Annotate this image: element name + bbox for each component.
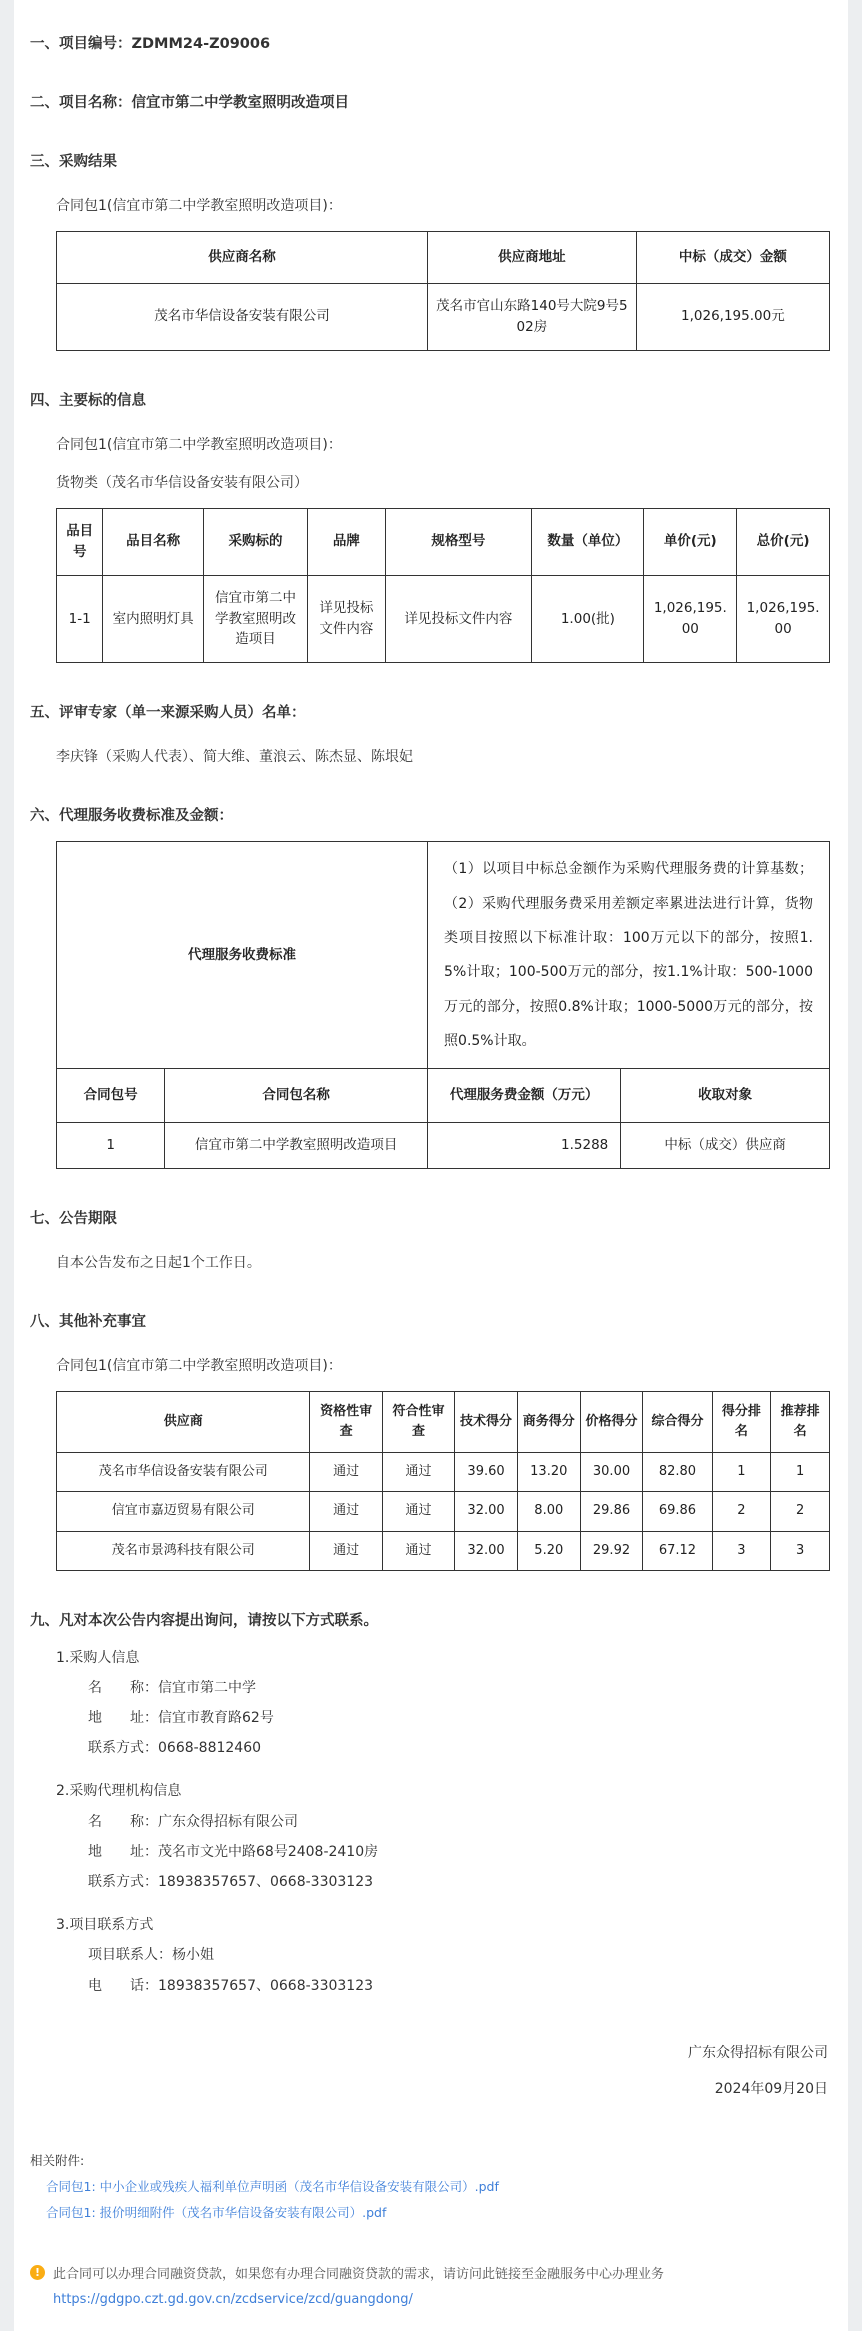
project-contact-phone: 电 话：18938357657、0668-3303123	[88, 1977, 374, 1994]
announcement-period-text: 自本公告发布之日起1个工作日。	[56, 1255, 261, 1271]
qualification-review-cell: 通过	[310, 1531, 382, 1570]
column-header: 单价(元)	[644, 508, 737, 575]
column-header: 技术得分	[455, 1392, 518, 1453]
attachment-link-quotation-pdf[interactable]: 合同包1: 报价明细附件（茂名市华信设备安装有限公司）.pdf	[46, 2205, 387, 2221]
conformity-review-cell: 通过	[382, 1453, 454, 1492]
expert-names: 李庆锋（采购人代表）、简大维、董浪云、陈杰显、陈垠妃	[56, 749, 413, 766]
attachments-label: 相关附件:	[30, 2153, 85, 2169]
package-no-cell: 1	[57, 1123, 165, 1169]
fee-standard-label-cell: 代理服务收费标准	[57, 842, 428, 1069]
contact-group-purchaser: 1.采购人信息	[56, 1649, 140, 1666]
column-header: 商务得分	[517, 1392, 580, 1453]
total-score-cell: 67.12	[643, 1531, 712, 1570]
column-header: 规格型号	[385, 508, 532, 575]
fee-standard-row	[57, 842, 830, 1069]
purchaser-name: 名 称：信宜市第二中学	[88, 1680, 256, 1697]
column-header: 综合得分	[643, 1392, 712, 1453]
spec-model-cell: 详见投标文件内容	[385, 575, 532, 663]
column-header: 得分排名	[712, 1392, 771, 1453]
column-header: 采购标的	[203, 508, 307, 575]
score-rank-cell: 1	[712, 1453, 771, 1492]
package-label-result: 合同包1(信宜市第二中学教室照明改造项目)：	[56, 198, 342, 214]
column-header: 资格性审查	[310, 1392, 382, 1453]
finance-notice-text: 此合同可以办理合同融资贷款，如果您有办理合同融资贷款的需求，请访问此链接至金融服务中心办理业务	[53, 2267, 665, 2283]
announcement-document	[14, 0, 848, 2331]
score-rank-cell: 3	[712, 1531, 771, 1570]
table-row	[57, 1453, 830, 1492]
signature-block	[30, 2035, 832, 2108]
package-label-bid: 合同包1(信宜市第二中学教室照明改造项目)：	[56, 436, 342, 453]
supplier-name-cell: 茂名市华信设备安装有限公司	[57, 1453, 310, 1492]
procurement-result-table	[56, 231, 830, 351]
column-header: 品牌	[308, 508, 385, 575]
business-score-cell: 13.20	[517, 1453, 580, 1492]
table-row	[57, 1492, 830, 1531]
project-contact-person: 项目联系人：杨小姐	[88, 1947, 214, 1964]
section-title-procurement-result: 三、采购结果	[30, 154, 117, 170]
supplier-name-cell: 茂名市华信设备安装有限公司	[57, 283, 428, 350]
column-header: 推荐排名	[771, 1392, 830, 1453]
table-row	[57, 1531, 830, 1570]
column-header: 代理服务费金额（万元）	[428, 1069, 621, 1123]
supplier-name-cell: 信宜市嘉迈贸易有限公司	[57, 1492, 310, 1531]
evaluation-score-table	[56, 1391, 830, 1571]
column-header: 中标（成交）金额	[636, 232, 829, 284]
purchaser-phone: 联系方式：0668-8812460	[88, 1740, 262, 1757]
award-amount-cell: 1,026,195.00元	[636, 283, 829, 350]
price-score-cell: 29.86	[580, 1492, 643, 1531]
finance-notice	[30, 2263, 832, 2307]
agency-phone: 联系方式：18938357657、0668-3303123	[88, 1873, 374, 1890]
business-score-cell: 5.20	[517, 1531, 580, 1570]
recommend-rank-cell: 2	[771, 1492, 830, 1531]
fee-amount-cell: 1.5288	[428, 1123, 621, 1169]
table-header-row	[57, 1392, 830, 1453]
section-title-announcement-period: 七、公告期限	[30, 1211, 117, 1227]
recommend-rank-cell: 1	[771, 1453, 830, 1492]
package-name-cell: 信宜市第二中学教室照明改造项目	[165, 1123, 428, 1169]
qualification-review-cell: 通过	[310, 1453, 382, 1492]
supplier-address-cell: 茂名市官山东路140号大院9号502房	[428, 283, 637, 350]
section-title-project-number: 一、项目编号：ZDMM24-Z09006	[30, 36, 271, 52]
agency-address: 地 址：茂名市文光中路68号2408-2410房	[88, 1843, 379, 1860]
column-header: 价格得分	[580, 1392, 643, 1453]
table-row	[57, 283, 830, 350]
finance-service-link[interactable]: https://gdgpo.czt.gd.gov.cn/zcdservice/zcd/guangdong/	[53, 2292, 413, 2308]
business-score-cell: 8.00	[517, 1492, 580, 1531]
conformity-review-cell: 通过	[382, 1492, 454, 1531]
agency-fee-table	[56, 841, 830, 1169]
column-header: 数量（单位）	[532, 508, 644, 575]
item-name-cell: 室内照明灯具	[103, 575, 203, 663]
warning-icon: !	[30, 2265, 45, 2280]
item-no-cell: 1-1	[57, 575, 103, 663]
column-header: 符合性审查	[382, 1392, 454, 1453]
qualification-review-cell: 通过	[310, 1492, 382, 1531]
attachment-link-declaration-pdf[interactable]: 合同包1: 中小企业或残疾人福利单位声明函（茂名市华信设备安装有限公司）.pdf	[46, 2179, 499, 2195]
package-label-supplementary: 合同包1(信宜市第二中学教室照明改造项目)：	[56, 1358, 342, 1374]
price-score-cell: 30.00	[580, 1453, 643, 1492]
table-header-row	[57, 1069, 830, 1123]
column-header: 收取对象	[621, 1069, 830, 1123]
signature-company: 广东众得招标有限公司	[688, 2044, 828, 2061]
table-header-row	[57, 232, 830, 284]
fee-payer-cell: 中标（成交）供应商	[621, 1123, 830, 1169]
main-bid-table	[56, 508, 830, 664]
column-header: 合同包号	[57, 1069, 165, 1123]
total-score-cell: 69.86	[643, 1492, 712, 1531]
total-price-cell: 1,026,195.00	[737, 575, 830, 663]
section-title-experts: 五、评审专家（单一来源采购人员）名单：	[30, 705, 306, 722]
quantity-cell: 1.00(批)	[532, 575, 644, 663]
unit-price-cell: 1,026,195.00	[644, 575, 737, 663]
section-title-supplementary: 八、其他补充事宜	[30, 1314, 146, 1330]
recommend-rank-cell: 3	[771, 1531, 830, 1570]
table-row	[57, 575, 830, 663]
procurement-object-cell: 信宜市第二中学教室照明改造项目	[203, 575, 307, 663]
column-header: 品目名称	[103, 508, 203, 575]
contact-group-agency: 2.采购代理机构信息	[56, 1783, 182, 1800]
agency-name: 名 称：广东众得招标有限公司	[88, 1813, 298, 1830]
section-title-main-bid-info: 四、主要标的信息	[30, 392, 146, 409]
score-rank-cell: 2	[712, 1492, 771, 1531]
section-title-contact: 九、凡对本次公告内容提出询问，请按以下方式联系。	[30, 1612, 378, 1629]
category-label: 货物类（茂名市华信设备安装有限公司）	[56, 474, 308, 491]
supplier-name-cell: 茂名市景鸿科技有限公司	[57, 1531, 310, 1570]
section-title-project-name: 二、项目名称：信宜市第二中学教室照明改造项目	[30, 95, 349, 111]
column-header: 供应商地址	[428, 232, 637, 284]
technical-score-cell: 39.60	[455, 1453, 518, 1492]
column-header: 供应商名称	[57, 232, 428, 284]
column-header: 供应商	[57, 1392, 310, 1453]
column-header: 合同包名称	[165, 1069, 428, 1123]
section-title-agency-fee: 六、代理服务收费标准及金额：	[30, 808, 233, 825]
related-attachments	[30, 2151, 832, 2221]
price-score-cell: 29.92	[580, 1531, 643, 1570]
total-score-cell: 82.80	[643, 1453, 712, 1492]
purchaser-address: 地 址：信宜市教育路62号	[88, 1710, 274, 1727]
table-row	[57, 1123, 830, 1169]
column-header: 总价(元)	[737, 508, 830, 575]
technical-score-cell: 32.00	[455, 1531, 518, 1570]
fee-standard-text-cell: （1）以项目中标总金额作为采购代理服务费的计算基数；（2）采购代理服务费采用差额定率累进法进行计算，货物类项目按照以下标准计取：100万元以下的部分，按照1.5%计取；100-500万元的部分，按1.1%计取：500-1000万元的部分，按照0.8%计取；1000-5000万元的部分，按照0.5%计取。	[428, 842, 830, 1069]
column-header: 品目号	[57, 508, 103, 575]
contact-group-project: 3.项目联系方式	[56, 1917, 154, 1934]
brand-cell: 详见投标文件内容	[308, 575, 385, 663]
table-header-row	[57, 508, 830, 575]
signature-date: 2024年09月20日	[714, 2081, 828, 2098]
conformity-review-cell: 通过	[382, 1531, 454, 1570]
technical-score-cell: 32.00	[455, 1492, 518, 1531]
